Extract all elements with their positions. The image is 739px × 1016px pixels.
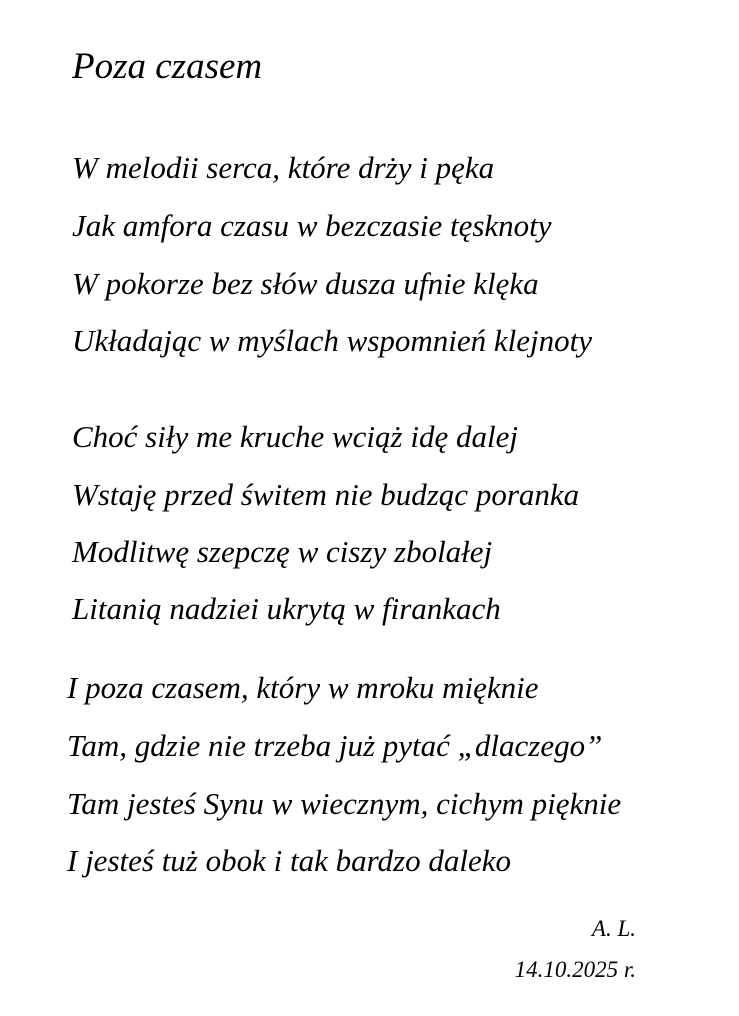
poem-line: Układając w myślach wspomnień klejnoty <box>72 323 593 358</box>
poem-line: Jak amfora czasu w bezczasie tęsknoty <box>72 208 552 243</box>
poem-line: Litanią nadziei ukrytą w firankach <box>72 591 501 626</box>
signature-date: 14.10.2025 r. <box>514 957 636 982</box>
signature-initials: A. L. <box>591 916 636 941</box>
poem-line: Choć siły me kruche wciąż idę dalej <box>72 419 518 454</box>
poem-line: Tam, gdzie nie trzeba już pytać „dlaczego” <box>67 728 603 763</box>
poem-line: Tam jesteś Synu w wiecznym, cichym pięknie <box>67 786 622 821</box>
poem-line: W pokorze bez słów dusza ufnie klęka <box>72 266 539 301</box>
poem-line: W melodii serca, które drży i pęka <box>72 150 495 185</box>
poem-line: Wstaję przed świtem nie budząc poranka <box>72 477 580 512</box>
poem-line: I jesteś tuż obok i tak bardzo daleko <box>67 843 511 878</box>
poem-title: Poza czasem <box>72 46 263 87</box>
poem-line: Modlitwę szepczę w ciszy zbolałej <box>72 534 493 569</box>
poem-line: I poza czasem, który w mroku mięknie <box>67 670 539 705</box>
